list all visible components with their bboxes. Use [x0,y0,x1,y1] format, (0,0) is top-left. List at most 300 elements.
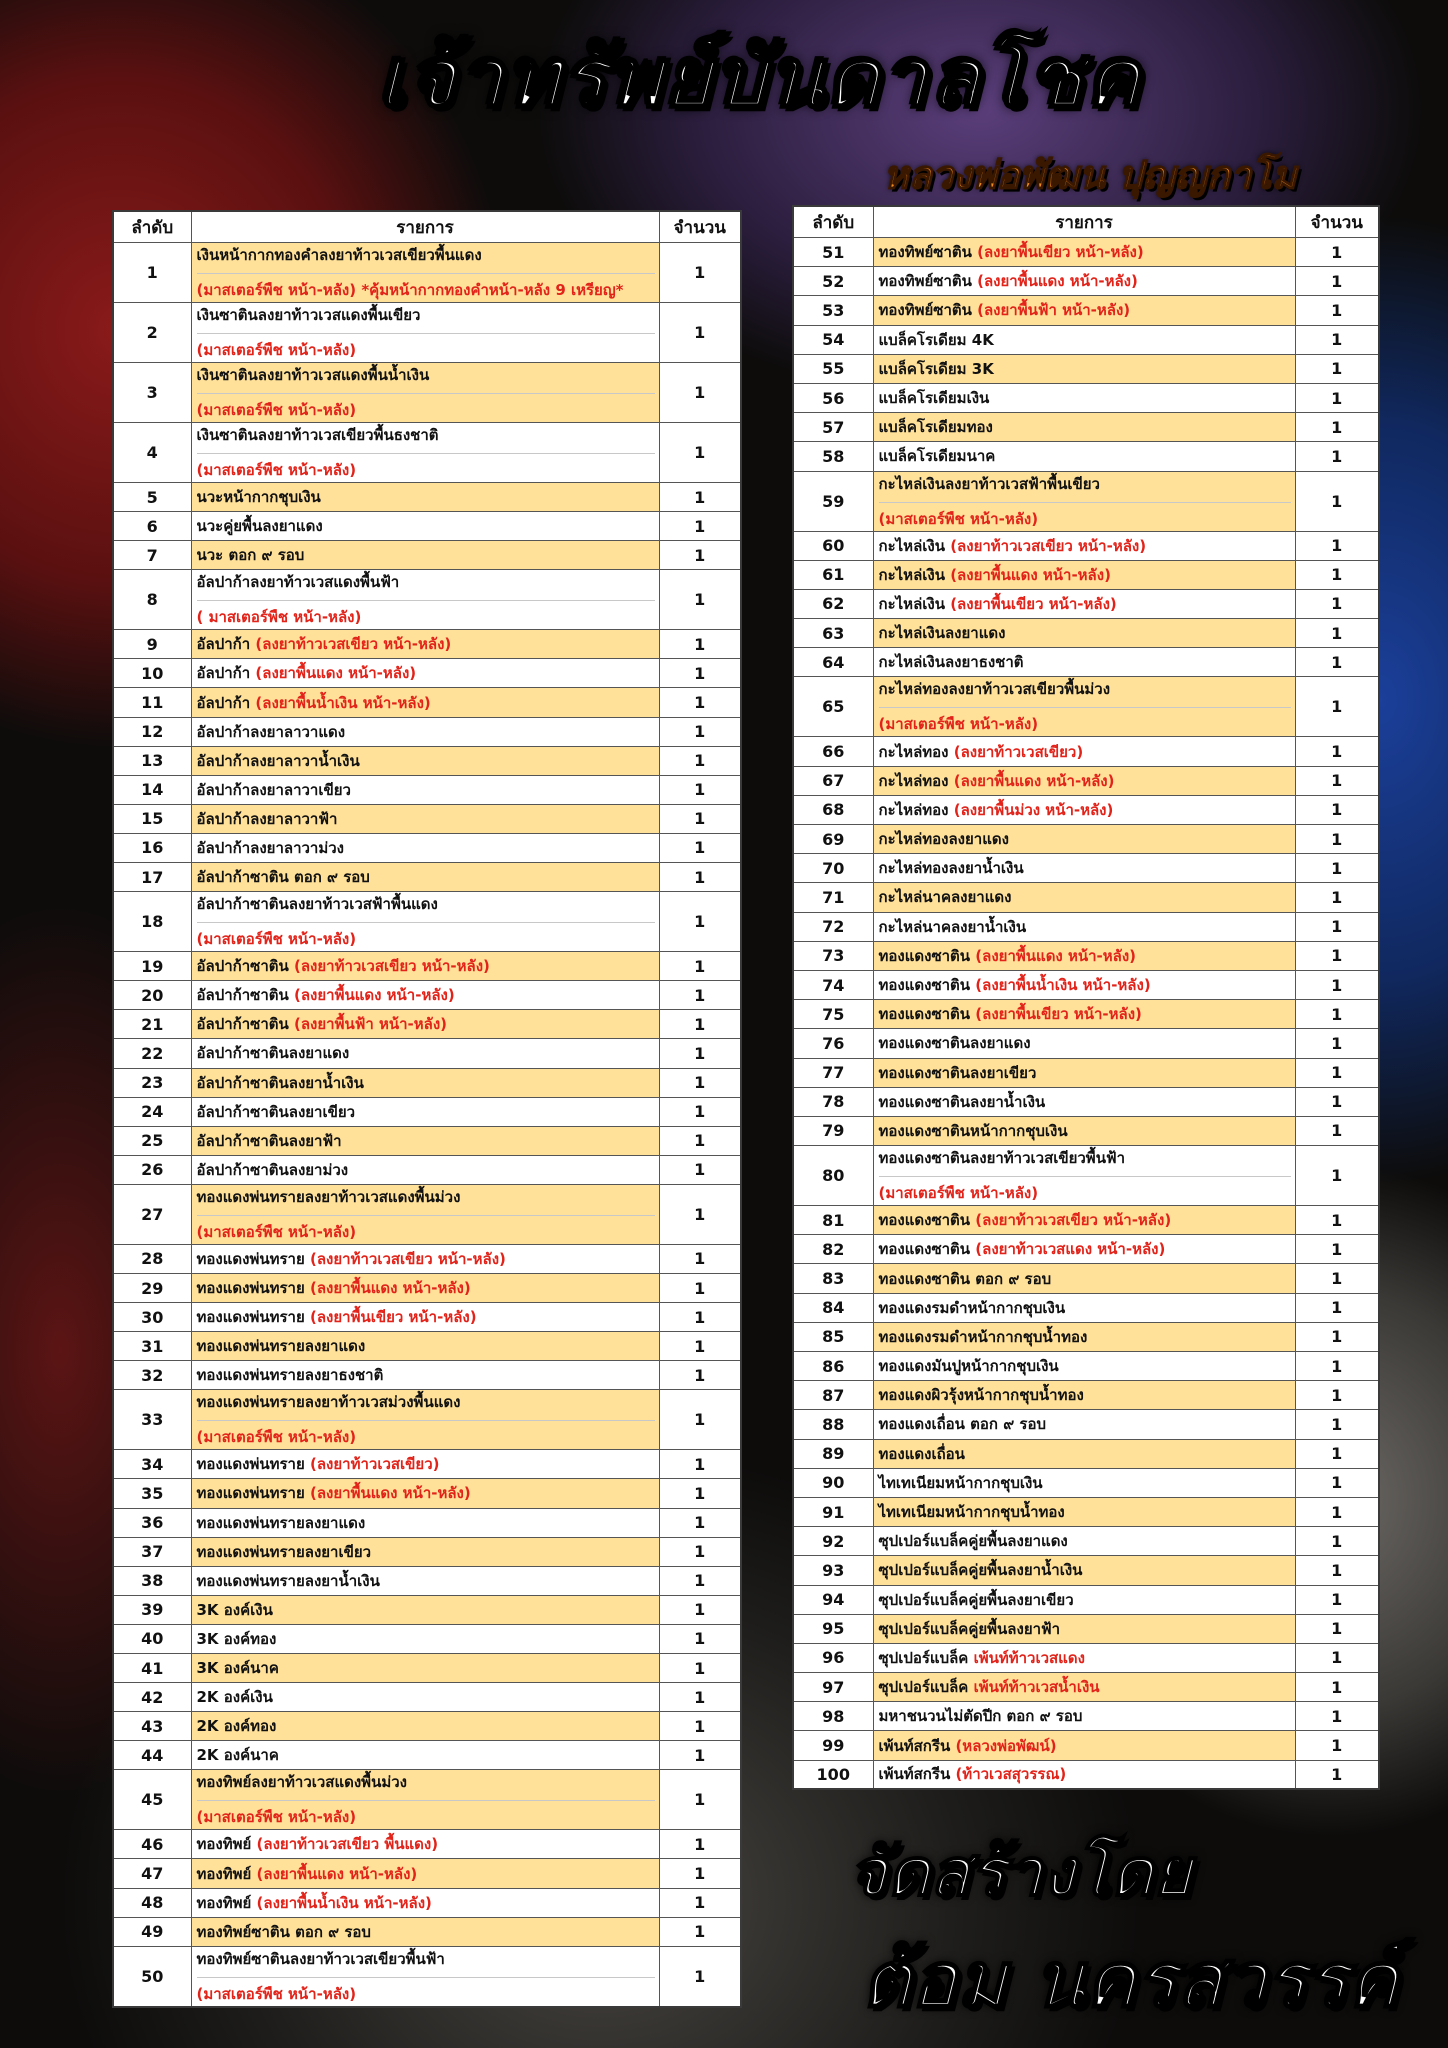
row-item [873,1643,1295,1672]
item-name: อัลปาก้า [196,693,251,712]
table-row [793,267,1379,296]
row-item [873,1206,1295,1235]
item-note: (ลงยาพื้นแดง หน้า-หลัง) [293,986,455,1005]
table-row [793,1673,1379,1702]
item-note: (มาสเตอร์พืช หน้า-หลัง) [196,1984,357,2003]
row-item [873,296,1295,325]
row-number: 41 [113,1654,191,1683]
row-item [191,423,659,483]
row-number: 23 [113,1068,191,1097]
row-item [191,630,659,659]
table-row [113,1479,741,1508]
table-row [793,1058,1379,1087]
table-row [793,296,1379,325]
row-quantity: 1 [659,863,741,892]
table-row [113,1361,741,1390]
row-item [191,775,659,804]
row-quantity: 1 [659,804,741,833]
row-item [873,825,1295,854]
table-row [113,688,741,717]
row-quantity: 1 [659,1566,741,1595]
row-quantity: 1 [1295,1352,1379,1381]
row-item [873,354,1295,383]
row-item [873,1527,1295,1556]
row-quantity: 1 [1295,267,1379,296]
row-number: 69 [793,825,873,854]
row-quantity: 1 [1295,354,1379,383]
table-row [113,1390,741,1450]
row-quantity: 1 [659,541,741,570]
row-item [873,471,1295,531]
row-number: 55 [793,354,873,383]
row-quantity: 1 [659,892,741,952]
table-row [793,1614,1379,1643]
item-note: (ลงยาท้าวเวสเขียว หน้า-หลัง) [975,1211,1172,1230]
item-name: ซุปเปอร์แบล็คคู่ยพื้นลงยาฟ้า [878,1619,1061,1638]
row-number: 49 [113,1917,191,1946]
row-quantity: 1 [659,1888,741,1917]
row-quantity: 1 [1295,1527,1379,1556]
row-item [191,1273,659,1302]
row-number: 24 [113,1097,191,1126]
table-row [113,1917,741,1946]
row-item [191,1068,659,1097]
row-item [873,238,1295,267]
item-note: (ลงยาท้าวเวสเขียว) [953,742,1084,761]
item-note: (ลงยาพื้นน้ำเงิน หน้า-หลัง) [255,693,431,712]
row-quantity: 1 [659,1450,741,1479]
row-item [873,737,1295,766]
item-name: อัลปาก้าซาติน [196,986,289,1005]
item-name: กะไหล่ทองลงยาแดง [878,830,1009,849]
row-item [873,766,1295,795]
item-note: เพ้นท์ท้าวเวสแดง [973,1648,1085,1667]
row-number: 77 [793,1058,873,1087]
row-item [191,512,659,541]
item-name: ทองทิพย์ [196,1893,252,1912]
row-item [191,1039,659,1068]
row-number: 68 [793,795,873,824]
item-name: ทองแดงซาตินลงยาท้าวเวสเขียวพื้นฟ้า [879,1146,1291,1177]
row-number: 99 [793,1731,873,1760]
row-number: 13 [113,746,191,775]
table-row [793,1206,1379,1235]
row-number: 3 [113,363,191,423]
row-item [191,243,659,303]
row-number: 93 [793,1556,873,1585]
row-number: 73 [793,941,873,970]
table-row [793,1527,1379,1556]
item-note: เพ้นท์ท้าวเวสน้ำเงิน [973,1678,1100,1697]
table-row [113,1859,741,1888]
table-row [793,1352,1379,1381]
item-name: อัลปาก้าซาตินลงยาท้าวเวสฟ้าพื้นแดง [197,892,655,923]
row-item [873,1293,1295,1322]
table-row [793,1235,1379,1264]
header-qty: จำนวน [659,211,741,243]
row-item [191,1654,659,1683]
row-item [191,833,659,862]
row-quantity: 1 [1295,1439,1379,1468]
table-row [793,1643,1379,1672]
row-quantity: 1 [1295,1206,1379,1235]
item-name: ทองแดงพ่นทรายลงยาท้าวเวสแดงพื้นม่วง [197,1185,655,1216]
row-number: 34 [113,1450,191,1479]
row-number: 89 [793,1439,873,1468]
row-number: 76 [793,1029,873,1058]
row-quantity: 1 [1295,1087,1379,1116]
row-number: 26 [113,1155,191,1184]
row-item [191,746,659,775]
row-item [191,1303,659,1332]
row-item [873,648,1295,677]
item-name: แบล็คโรเดียม 3K [878,359,994,378]
item-name: อัลปาก้าลงยาลาวาเขียว [196,780,351,799]
table-row [113,303,741,363]
row-number: 71 [793,883,873,912]
row-quantity: 1 [1295,1029,1379,1058]
item-note: (มาสเตอร์พืช หน้า-หลัง) [196,461,357,479]
row-item [191,1361,659,1390]
footer-creator-name: ต้อม นครสวรรค์ [861,1935,1399,2024]
item-name: ทองแดงซาติน ตอก ๙ รอบ [878,1269,1052,1288]
row-quantity: 1 [659,630,741,659]
item-name: ซุปเปอร์แบล็ค [878,1648,969,1667]
row-quantity: 1 [659,1595,741,1624]
table-row [113,1273,741,1302]
row-quantity: 1 [659,1537,741,1566]
row-item [873,1585,1295,1614]
item-name: ทองแดงรมดำหน้ากากชุบเงิน [878,1298,1066,1317]
row-quantity: 1 [1295,1381,1379,1410]
row-item [873,854,1295,883]
row-item [191,1770,659,1830]
item-name: 2K องค์ทอง [196,1717,277,1736]
item-name: ทองแดงผิวรุ้งหน้ากากชุบน้ำทอง [878,1386,1084,1405]
table-row [793,325,1379,354]
row-number: 42 [113,1683,191,1712]
row-number: 81 [793,1206,873,1235]
row-item [191,1624,659,1653]
table-row [113,775,741,804]
row-item [191,1126,659,1155]
item-name: ทองทิพย์ซาตินลงยาท้าวเวสเขียวพื้นฟ้า [197,1947,655,1978]
row-number: 36 [113,1508,191,1537]
row-number: 96 [793,1643,873,1672]
item-name: ซุปเปอร์แบล็คคู่ยพื้นลงยาแดง [878,1532,1068,1551]
row-quantity: 1 [659,746,741,775]
row-item [873,912,1295,941]
row-number: 54 [793,325,873,354]
table-row [793,1000,1379,1029]
row-quantity: 1 [1295,883,1379,912]
item-name: 3K องค์เงิน [196,1600,273,1619]
row-number: 4 [113,423,191,483]
item-name: เงินหน้ากากทองคำลงยาท้าวเวสเขียวพื้นแดง [197,243,655,274]
row-item [873,1614,1295,1643]
item-name: ทองทิพย์ [196,1864,252,1883]
item-name: ทองแดงซาติน [878,1005,971,1024]
row-item [191,1888,659,1917]
item-name: ทองแดงพ่นทราย [196,1279,305,1298]
row-number: 16 [113,833,191,862]
row-quantity: 1 [1295,1760,1379,1789]
row-quantity: 1 [659,1068,741,1097]
item-note: (ลงยาพื้นแดง หน้า-หลัง) [953,771,1115,790]
table-row [793,238,1379,267]
row-item [873,1497,1295,1526]
row-item [191,659,659,688]
row-item [191,1184,659,1244]
row-number: 58 [793,442,873,471]
row-quantity: 1 [659,833,741,862]
row-quantity: 1 [1295,560,1379,589]
item-name: อัลปาก้าลงยาท้าวเวสแดงพื้นฟ้า [197,570,655,601]
item-note: (ลงยาพื้นแดง หน้า-หลัง) [977,272,1138,291]
row-number: 87 [793,1381,873,1410]
item-name: ซุปเปอร์แบล็ค [878,1678,969,1697]
row-quantity: 1 [1295,737,1379,766]
table-row [793,589,1379,618]
row-number: 72 [793,912,873,941]
row-quantity: 1 [1295,677,1379,737]
row-number: 43 [113,1712,191,1741]
item-note: (ลงยาพื้นม่วง หน้า-หลัง) [953,800,1114,819]
items-table-right [792,205,1380,1790]
item-name: ทองทิพย์ซาติน [878,272,972,291]
row-quantity: 1 [1295,1293,1379,1322]
row-quantity: 1 [1295,1702,1379,1731]
row-item [191,1450,659,1479]
row-number: 9 [113,630,191,659]
table-row [793,737,1379,766]
row-quantity: 1 [1295,1673,1379,1702]
table-row [793,1731,1379,1760]
item-name: แบล็คโรเดียมทอง [878,418,993,437]
table-row [113,1126,741,1155]
row-quantity: 1 [1295,1614,1379,1643]
table-header-row [793,206,1379,238]
item-name: กะไหล่ทองลงยาน้ำเงิน [878,859,1024,878]
table-row [113,630,741,659]
row-quantity: 1 [659,1479,741,1508]
item-note: (ลงยาท้าวเวสเขียว หน้า-หลัง) [950,536,1147,555]
table-row [113,1624,741,1653]
row-number: 33 [113,1390,191,1450]
row-number: 27 [113,1184,191,1244]
row-item [191,483,659,512]
table-row [113,483,741,512]
row-item [191,1741,659,1770]
row-quantity: 1 [1295,795,1379,824]
item-name: ทองแดงพ่นทรายลงยาแดง [196,1337,366,1356]
row-item [191,1946,659,2007]
row-quantity: 1 [1295,619,1379,648]
item-name: ทองแดงพ่นทรายลงยาธงชาติ [196,1366,384,1385]
table-row [793,1556,1379,1585]
table-row [793,970,1379,999]
item-name: ทองแดงซาตินหน้ากากชุบเงิน [878,1121,1068,1140]
row-number: 65 [793,677,873,737]
table-row [113,512,741,541]
row-quantity: 1 [659,1010,741,1039]
item-name: แบล็คโรเดียมเงิน [878,389,990,408]
row-quantity: 1 [1295,1000,1379,1029]
row-number: 100 [793,1760,873,1789]
row-quantity: 1 [1295,766,1379,795]
item-note: (มาสเตอร์พืช หน้า-หลัง) *คุ้มหน้ากากทองคำหน้า-หลัง 9 เหรียญ* [196,281,624,299]
items-table-left [112,210,742,2008]
row-number: 66 [793,737,873,766]
row-item [873,970,1295,999]
item-note: (ลงยาพื้นฟ้า หน้า-หลัง) [293,1015,448,1034]
row-item [191,717,659,746]
item-name: กะไหล่นาคลงยาน้ำเงิน [878,917,1027,936]
row-quantity: 1 [659,1830,741,1859]
row-quantity: 1 [1295,1116,1379,1145]
table-row [113,1039,741,1068]
table-row [113,1888,741,1917]
row-item [873,1087,1295,1116]
table-row [113,1508,741,1537]
row-number: 29 [113,1273,191,1302]
table-row [113,1303,741,1332]
item-name: กะไหล่เงิน [878,594,945,613]
table-row [113,243,741,303]
row-number: 52 [793,267,873,296]
row-item [191,688,659,717]
row-item [191,1830,659,1859]
item-name: ไทเทเนียมหน้ากากชุบน้ำทอง [878,1503,1065,1522]
table-row [793,413,1379,442]
item-name: ทองแดงซาติน [878,1240,971,1259]
row-number: 35 [113,1479,191,1508]
item-name: 2K องค์นาค [196,1746,279,1765]
item-name: เงินซาตินลงยาท้าวเวสแดงพื้นน้ำเงิน [197,363,655,394]
row-item [873,560,1295,589]
item-name: กะไหล่นาคลงยาแดง [878,888,1012,907]
table-row [793,1146,1379,1206]
item-note: (ลงยาพื้นแดง หน้า-หลัง) [975,946,1137,965]
table-row [113,863,741,892]
table-row [113,570,741,630]
row-quantity: 1 [1295,442,1379,471]
item-name: อัลปาก้าซาติน [196,957,289,976]
row-number: 25 [113,1126,191,1155]
row-item [873,1322,1295,1351]
row-quantity: 1 [1295,941,1379,970]
row-item [873,1146,1295,1206]
table-row [113,1155,741,1184]
row-quantity: 1 [659,303,741,363]
row-item [873,413,1295,442]
row-number: 82 [793,1235,873,1264]
row-quantity: 1 [1295,1235,1379,1264]
item-note: (ลงยาท้าวเวสเขียว พื้นแดง) [256,1835,439,1854]
table-row [793,442,1379,471]
table-row [113,746,741,775]
table-row [113,1097,741,1126]
table-row [113,659,741,688]
table-row [793,1497,1379,1526]
table-row [793,795,1379,824]
row-quantity: 1 [659,1624,741,1653]
table-row [793,1293,1379,1322]
row-item [191,1595,659,1624]
items-table-right-body [793,238,1379,1790]
item-name: กะไหล่เงินลงยาธงชาติ [878,653,1024,672]
row-number: 12 [113,717,191,746]
item-name: อัลปาก้าลงยาลาวาฟ้า [196,809,338,828]
row-number: 91 [793,1497,873,1526]
item-name: อัลปาก้าซาตินลงยาน้ำเงิน [196,1073,364,1092]
item-name: แบล็คโรเดียม 4K [878,330,994,349]
table-row [793,854,1379,883]
table-row [793,1410,1379,1439]
item-name: กะไหล่ทองลงยาท้าวเวสเขียวพื้นม่วง [879,677,1291,708]
row-number: 46 [113,1830,191,1859]
item-note: (ลงยาพื้นแดง หน้า-หลัง) [256,1864,418,1883]
row-number: 7 [113,541,191,570]
row-number: 5 [113,483,191,512]
item-note: (มาสเตอร์พืช หน้า-หลัง) [196,1808,357,1827]
row-item [873,1410,1295,1439]
row-number: 79 [793,1116,873,1145]
row-quantity: 1 [1295,471,1379,531]
table-row [113,1450,741,1479]
row-quantity: 1 [1295,1643,1379,1672]
row-quantity: 1 [659,512,741,541]
table-row [113,892,741,952]
row-number: 28 [113,1244,191,1273]
row-number: 17 [113,863,191,892]
row-number: 2 [113,303,191,363]
row-quantity: 1 [1295,1497,1379,1526]
row-item [191,1097,659,1126]
table-row [793,677,1379,737]
row-number: 37 [113,1537,191,1566]
row-quantity: 1 [659,775,741,804]
row-number: 53 [793,296,873,325]
row-number: 70 [793,854,873,883]
table-row [113,541,741,570]
row-quantity: 1 [659,1741,741,1770]
row-quantity: 1 [1295,589,1379,618]
header-item: รายการ [191,211,659,243]
row-number: 62 [793,589,873,618]
row-number: 11 [113,688,191,717]
row-quantity: 1 [659,1946,741,2007]
row-number: 21 [113,1010,191,1039]
item-note: ( มาสเตอร์พืช หน้า-หลัง) [196,608,362,627]
item-name: ทองแดงพ่นทรายลงยาท้าวเวสม่วงพื้นแดง [197,1390,655,1421]
row-number: 47 [113,1859,191,1888]
row-item [191,892,659,952]
row-item [191,804,659,833]
item-name: อัลปาก้าลงยาลาวาม่วง [196,838,344,857]
row-item [191,1390,659,1450]
item-note: (ลงยาพื้นเขียว หน้า-หลัง) [975,1005,1142,1024]
table-row [793,1439,1379,1468]
item-name: อัลปาก้าลงยาลาวาแดง [196,722,346,741]
table-row [793,1322,1379,1351]
row-quantity: 1 [659,570,741,630]
item-name: ทองแดงพ่นทราย [196,1249,305,1268]
row-number: 10 [113,659,191,688]
row-item [191,1155,659,1184]
item-name: ทองแดงซาติน [878,946,971,965]
row-quantity: 1 [1295,1146,1379,1206]
